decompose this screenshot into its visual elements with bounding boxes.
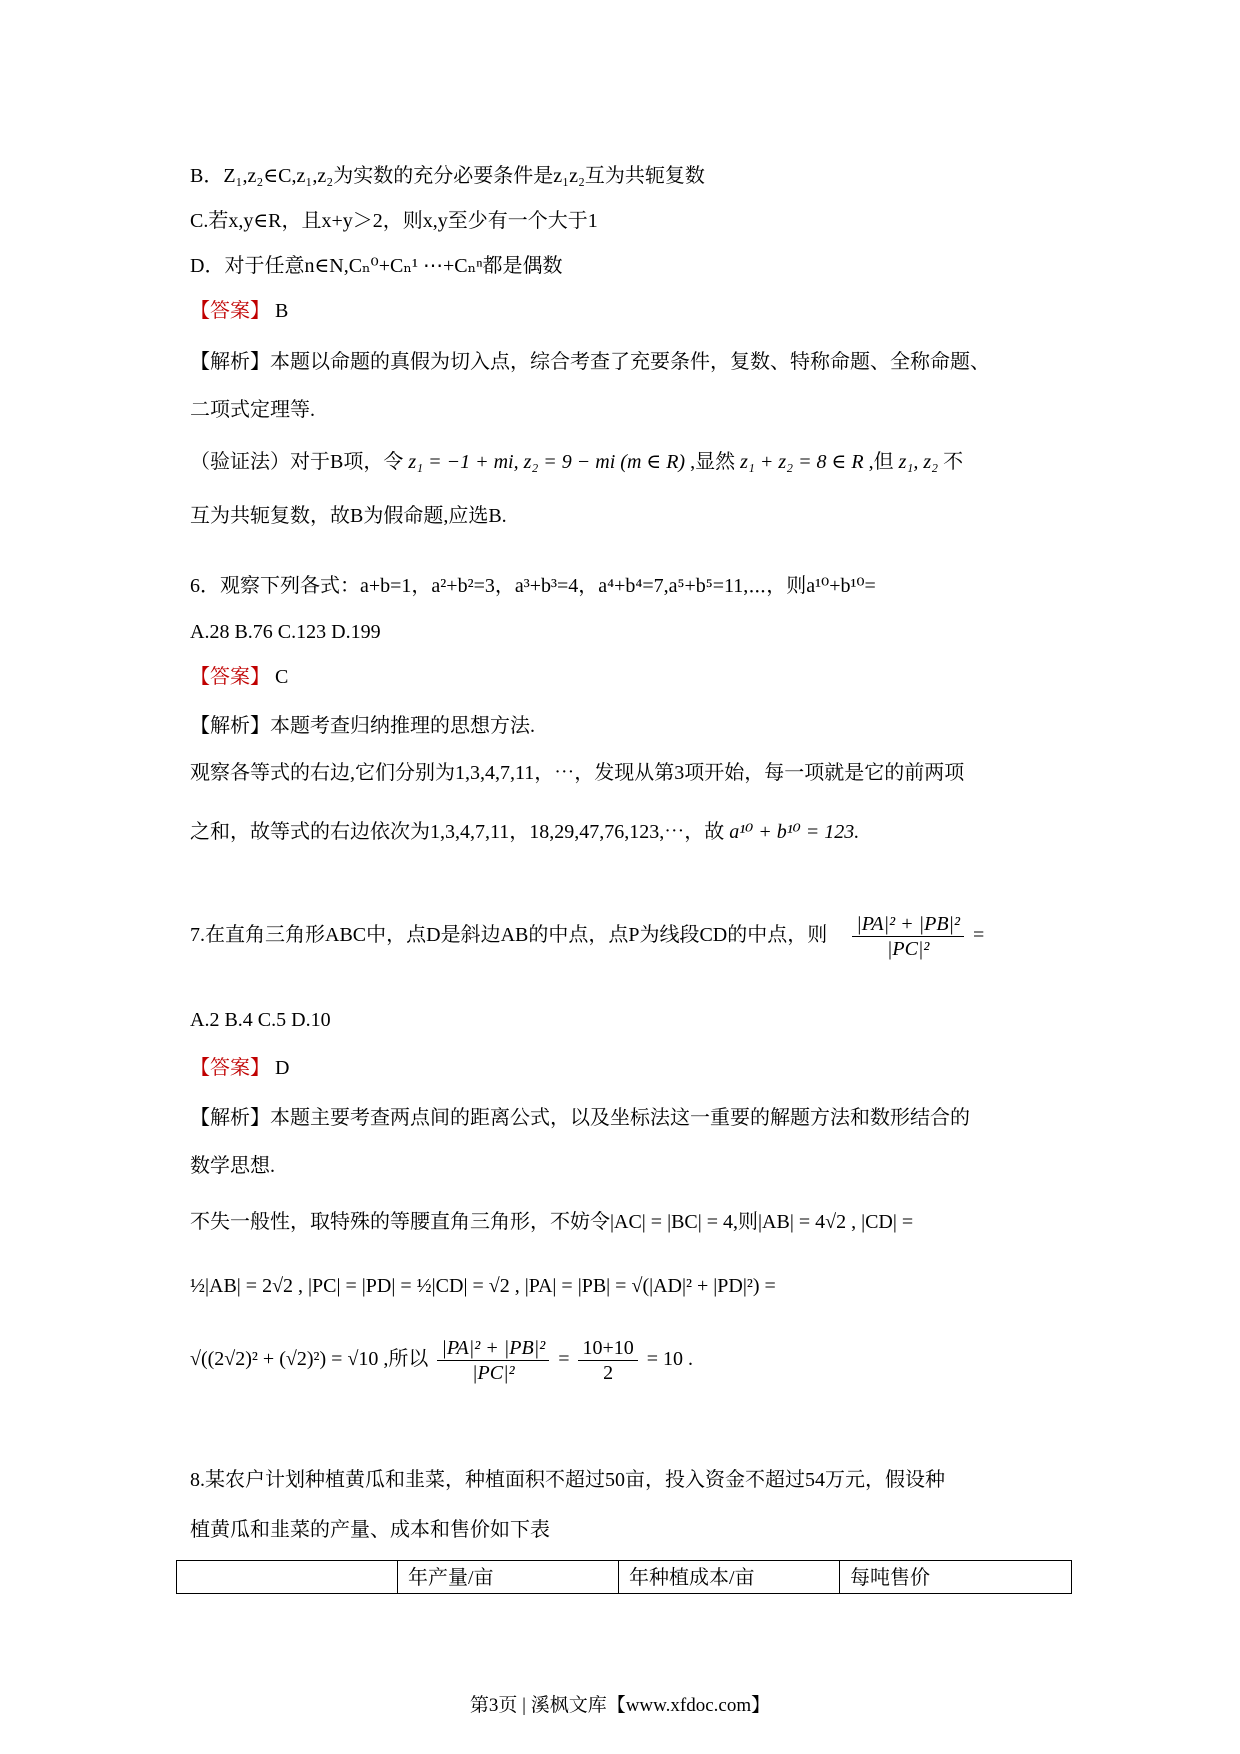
q7-step-1: 不失一般性，取特殊的等腰直角三角形，不妨令|AC| = |BC| = 4,则|AB| = 4√2 , |CD| = xyxy=(190,1211,914,1233)
q7-stem xyxy=(190,912,984,961)
q6-analysis-1: 【解析】本题考查归纳推理的思想方法. xyxy=(190,715,535,737)
numerator: 10+10 xyxy=(578,1336,637,1361)
math-fraction xyxy=(437,1336,549,1385)
table-row xyxy=(177,1561,1072,1594)
text: 7.在直角三角形ABC中，点D是斜边AB的中点，点P为线段CD的中点，则 xyxy=(190,924,828,947)
text: ,但 xyxy=(868,451,894,473)
numerator: |PA|² + |PB|² xyxy=(852,912,964,937)
q7-options: A.2 B.4 C.5 D.10 xyxy=(190,1009,331,1031)
q5-option-d: D．对于任意n∈N,Cₙ⁰+Cₙ¹ ⋯+Cₙⁿ都是偶数 xyxy=(190,255,563,277)
q7-analysis-2: 数学思想. xyxy=(190,1155,275,1177)
q7-analysis-1: 【解析】本题主要考查两点间的距离公式，以及坐标法这一重要的解题方法和数形结合的 xyxy=(190,1107,970,1129)
q6-analysis-3 xyxy=(190,818,859,846)
table-header-cell: 年种植成本/亩 xyxy=(619,1561,840,1594)
answer-value: B xyxy=(275,300,289,322)
table-header-cell: 每吨售价 xyxy=(840,1561,1072,1594)
q6-answer xyxy=(190,663,288,691)
q5-verify-2: 互为共轭复数，故B为假命题,应选B. xyxy=(190,505,507,527)
answer-value: D xyxy=(275,1057,290,1079)
math-fraction xyxy=(852,912,964,961)
q8-stem-2: 植黄瓜和韭菜的产量、成本和售价如下表 xyxy=(190,1519,550,1541)
q5-option-c: C.若x,y∈R，且x+y＞2，则x,y至少有一个大于1 xyxy=(190,210,598,232)
denominator: |PC|² xyxy=(472,1362,515,1384)
answer-tag: 【答案】 xyxy=(190,1057,270,1079)
q6-stem: 6．观察下列各式：a+b=1，a²+b²=3，a³+b³=4，a⁴+b⁴=7,a⁵+b⁵=11,⋯，则a¹⁰+b¹⁰= xyxy=(190,575,876,597)
text: 之和，故等式的右边依次为1,3,4,7,11，18,29,47,76,123,⋯，故 xyxy=(190,821,725,843)
q8-stem-1: 8.某农户计划种植黄瓜和韭菜，种植面积不超过50亩，投入资金不超过54万元，假设种 xyxy=(190,1469,945,1491)
page-footer: 第3页 | 溪枫文库【www.xfdoc.com】 xyxy=(469,1695,771,1716)
answer-tag: 【答案】 xyxy=(190,666,270,688)
yield-cost-table xyxy=(176,1560,1072,1594)
math-expr: √((2√2)² + (√2)²) = √10 ,所以 xyxy=(190,1348,429,1371)
math-expr: z₁ + z₂ = 8 ∈ R xyxy=(740,451,864,473)
q6-analysis-2: 观察各等式的右边,它们分别为1,3,4,7,11，⋯，发现从第3项开始，每一项就是它的前两项 xyxy=(190,762,965,784)
result: = 10 . xyxy=(646,1348,694,1371)
math-expr: z₁, z₂ xyxy=(898,451,939,473)
q5-analysis-1: 【解析】本题以命题的真假为切入点，综合考查了充要条件，复数、特称命题、全称命题、 xyxy=(190,351,990,373)
text: （验证法）对于B项，令 xyxy=(190,451,404,473)
text: 不 xyxy=(943,451,964,473)
answer-value: C xyxy=(275,666,289,688)
equals: = xyxy=(558,1348,570,1371)
q5-analysis-2: 二项式定理等. xyxy=(190,399,315,421)
answer-tag: 【答案】 xyxy=(190,300,270,322)
q6-options: A.28 B.76 C.123 D.199 xyxy=(190,621,381,643)
text: ,显然 xyxy=(690,451,736,473)
q7-step-3 xyxy=(190,1336,693,1385)
denominator: 2 xyxy=(603,1362,614,1384)
table-header-cell: 年产量/亩 xyxy=(398,1561,619,1594)
math-fraction xyxy=(578,1336,637,1385)
q5-answer xyxy=(190,297,288,325)
q7-step-2: ½|AB| = 2√2 , |PC| = |PD| = ½|CD| = √2 , |PA| = |PB| = √(|AD|² + |PD|²) = xyxy=(190,1275,776,1297)
math-expr: z₁ = −1 + mi, z₂ = 9 − mi (m ∈ R) xyxy=(408,451,686,473)
denominator: |PC|² xyxy=(886,938,930,960)
math-expr: a¹⁰ + b¹⁰ = 123. xyxy=(729,821,860,843)
numerator: |PA|² + |PB|² xyxy=(437,1336,549,1361)
q5-verify-1 xyxy=(190,448,963,476)
equals: = xyxy=(973,924,985,947)
q7-answer xyxy=(190,1054,289,1082)
table-header-cell xyxy=(177,1561,398,1594)
q5-option-b: B．Z₁,z₂∈C,z₁,z₂为实数的充分必要条件是z₁z₂互为共轭复数 xyxy=(190,165,705,187)
